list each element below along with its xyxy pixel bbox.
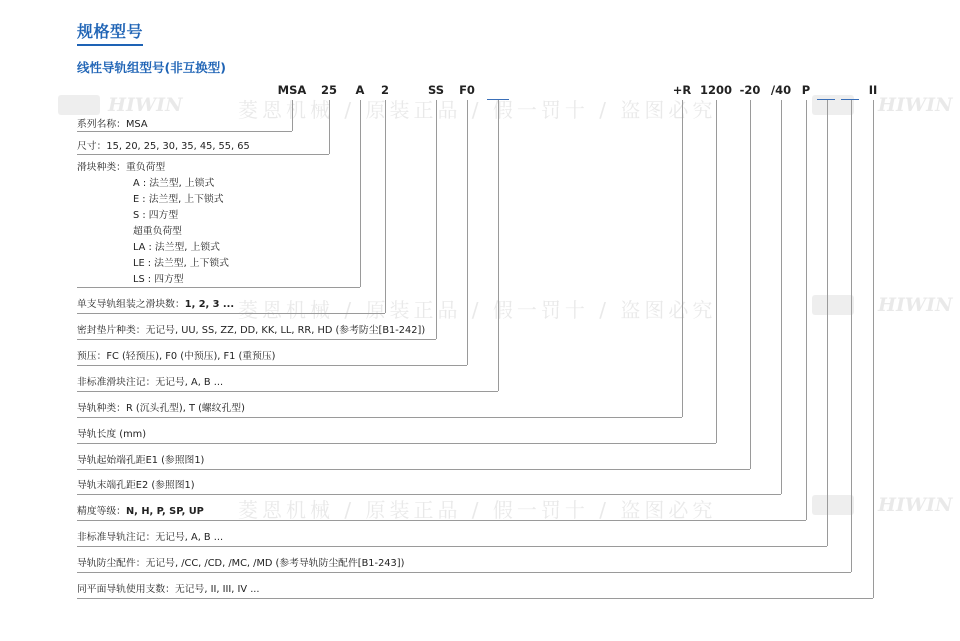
- row-rule-coplanar: [77, 598, 873, 599]
- leader-line-rail-type: [682, 100, 683, 417]
- block-type-item: LS : 四方型: [133, 274, 184, 285]
- code-part-e2: /40: [770, 83, 792, 97]
- code-part-series: MSA: [277, 83, 307, 97]
- row-rail-type: [77, 400, 245, 414]
- page-title: 规格型号: [77, 19, 143, 46]
- code-part-preload: F0: [459, 83, 475, 97]
- row-series: [77, 116, 148, 130]
- row-rule-nonstd-block: [77, 391, 498, 392]
- watermark-logo: HIWIN: [878, 294, 953, 316]
- leader-line-accuracy: [806, 100, 807, 520]
- watermark-text: 菱恩机械 / 原装正品 / 假一罚十 / 盗图必究: [238, 298, 717, 322]
- row-value: 15, 20, 25, 30, 35, 45, 55, 65: [106, 141, 250, 152]
- row-rule-seal: [77, 339, 436, 340]
- watermark-seal: [812, 95, 854, 115]
- row-nonstd-block: [77, 374, 223, 388]
- block-type-item: S : 四方型: [133, 210, 179, 221]
- code-part-coplanar: II: [868, 83, 878, 97]
- row-label: 系列名称：: [77, 119, 126, 130]
- row-seal: [77, 322, 425, 336]
- leader-line-preload: [467, 100, 468, 365]
- row-dust: [77, 555, 404, 569]
- row-value: R (沉头孔型), T (螺纹孔型): [125, 403, 245, 414]
- row-e2: [77, 477, 195, 491]
- row-rule-size: [77, 154, 329, 155]
- super-heavy-load-label: 超重负荷型: [133, 226, 182, 237]
- row-rule-series: [77, 131, 292, 132]
- leader-line-coplanar: [873, 100, 874, 598]
- row-value: MSA: [125, 119, 148, 130]
- row-size: [77, 138, 250, 152]
- row-rule-e2: [77, 494, 781, 495]
- row-value: FC (轻预压), F0 (中预压), F1 (重预压): [106, 351, 276, 362]
- watermark-logo: HIWIN: [878, 494, 953, 516]
- row-label: 非标准滑块注记：: [77, 377, 156, 388]
- row-label: 导轨起始端孔距E1 (参照图1): [77, 455, 205, 466]
- row-coplanar: [77, 581, 260, 595]
- row-rule-block-count: [77, 313, 385, 314]
- block-type-item: LE : 法兰型, 上下锁式: [133, 258, 229, 269]
- row-value: 1, 2, 3 ...: [184, 299, 235, 310]
- row-rule-preload: [77, 365, 467, 366]
- row-e1: [77, 452, 204, 466]
- leader-line-nonstd-rail: [827, 100, 828, 546]
- watermark-seal: [812, 495, 854, 515]
- code-part-block-type: A: [355, 83, 365, 97]
- block-type-item: LA : 法兰型, 上锁式: [133, 242, 220, 253]
- code-part-e1: -20: [739, 83, 761, 97]
- leader-line-block-count: [385, 100, 386, 313]
- leader-line-block-type: [360, 100, 361, 287]
- section-title: 线性导轨组型号(非互换型): [77, 60, 226, 75]
- row-label: 导轨种类：: [77, 403, 126, 414]
- leader-line-dust: [851, 100, 852, 572]
- row-block-type: [77, 159, 165, 173]
- row-label: 同平面导轨使用支数：: [77, 584, 175, 595]
- row-value: 无记号, A, B ...: [155, 377, 224, 388]
- code-part-block-count: 2: [380, 83, 390, 97]
- row-label: 单支导轨组装之滑块数：: [77, 299, 185, 310]
- leader-line-rail-length: [716, 100, 717, 443]
- row-label: 导轨长度 (mm): [77, 429, 147, 440]
- row-label: 导轨防尘配件：: [77, 558, 146, 569]
- code-part-size: 25: [320, 83, 338, 97]
- row-rule-accuracy: [77, 520, 806, 521]
- code-part-seal: SS: [427, 83, 445, 97]
- row-label: 精度等级：: [77, 506, 126, 517]
- code-part-rail-type: +R: [672, 83, 692, 97]
- row-value: 无记号, A, B ...: [155, 532, 224, 543]
- watermark-text: 菱恩机械 / 原装正品 / 假一罚十 / 盗图必究: [238, 98, 717, 122]
- row-label: 非标准导轨注记：: [77, 532, 156, 543]
- row-label: 滑块种类：: [77, 162, 126, 173]
- row-value: 无记号, II, III, IV ...: [174, 584, 260, 595]
- row-label: 尺寸：: [77, 141, 107, 152]
- watermark-logo: HIWIN: [878, 94, 953, 116]
- row-rule-rail-type: [77, 417, 682, 418]
- placeholder-dash: [817, 99, 835, 100]
- row-value: N, H, P, SP, UP: [125, 506, 204, 517]
- watermark-seal: [58, 95, 100, 115]
- watermark-seal: [812, 295, 854, 315]
- row-label: 导轨末端孔距E2 (参照图1): [77, 480, 195, 491]
- leader-line-e2: [781, 100, 782, 494]
- leader-line-seal: [436, 100, 437, 339]
- leader-line-size: [329, 100, 330, 154]
- leader-line-e1: [750, 100, 751, 469]
- row-label: 密封垫片种类：: [77, 325, 146, 336]
- watermark-text: 菱恩机械 / 原装正品 / 假一罚十 / 盗图必究: [238, 498, 717, 522]
- watermark-logo: HIWIN: [108, 94, 183, 116]
- code-part-accuracy: P: [801, 83, 811, 97]
- row-value: 无记号, UU, SS, ZZ, DD, KK, LL, RR, HD (参考防尘[B1-242]): [145, 325, 426, 336]
- row-label: 预压：: [77, 351, 107, 362]
- heavy-load-label: 重负荷型: [125, 162, 166, 173]
- block-type-item: E : 法兰型, 上下锁式: [133, 194, 224, 205]
- row-rule-e1: [77, 469, 750, 470]
- row-rule-nonstd-rail: [77, 546, 827, 547]
- row-block-count: [77, 296, 234, 310]
- row-nonstd-rail: [77, 529, 223, 543]
- row-rail-length: [77, 426, 146, 440]
- block-type-item: A : 法兰型, 上锁式: [133, 178, 215, 189]
- leader-line-nonstd-block: [498, 100, 499, 391]
- row-rule-dust: [77, 572, 851, 573]
- row-accuracy: [77, 503, 204, 517]
- code-part-rail-length: 1200: [699, 83, 733, 97]
- leader-line-series: [292, 100, 293, 131]
- row-rule-rail-length: [77, 443, 716, 444]
- row-value: 无记号, /CC, /CD, /MC, /MD (参考导轨防尘配件[B1-243]): [145, 558, 405, 569]
- placeholder-dash: [841, 99, 859, 100]
- row-rule-block-type: [77, 287, 360, 288]
- row-preload: [77, 348, 276, 362]
